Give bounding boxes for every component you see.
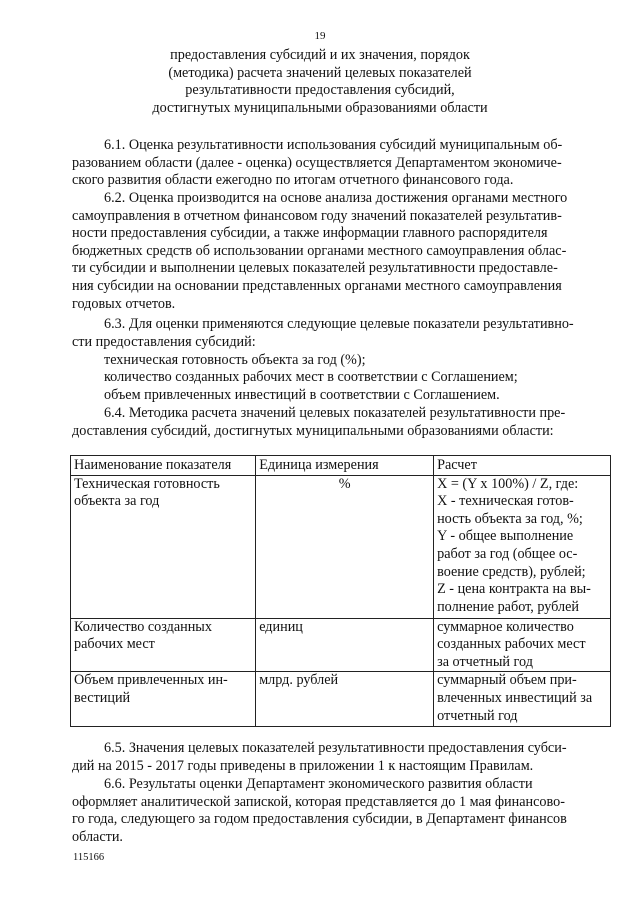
paragraph-line: доставления субсидий, достигнутых муниципальными образованиями области: xyxy=(72,422,554,439)
page-number: 19 xyxy=(314,30,326,42)
paragraph-6-6 xyxy=(72,776,605,846)
paragraph-line: самоуправления в отчетном финансовом году значений показателей результатив- xyxy=(72,207,562,224)
paragraph-line: разованием области (далее - оценка) осуществляется Департаментом экономиче- xyxy=(72,154,562,171)
paragraph-6-5 xyxy=(72,740,605,775)
paragraph-line: 6.4. Методика расчета значений целевых показателей результативности пре- xyxy=(104,405,566,421)
indicator-list-item: техническая готовность объекта за год (%); xyxy=(104,352,366,368)
cell-text: X - техническая готов- xyxy=(437,493,574,510)
cell-text: отчетный год xyxy=(437,707,518,724)
heading-line: предоставления субсидий и их значения, порядок xyxy=(170,47,470,63)
cell-text: Количество созданных xyxy=(74,618,212,635)
cell-text: созданных рабочих мест xyxy=(437,636,586,653)
cell-text: полнение работ, рублей xyxy=(437,598,579,615)
table-header-cell: Единица измерения xyxy=(256,456,434,476)
indicator-name-cell xyxy=(71,618,256,672)
cell-text: влеченных инвестиций за xyxy=(437,689,593,706)
cell-text: воение средств), рублей; xyxy=(437,563,586,580)
unit-cell: % xyxy=(256,475,434,618)
paragraph-line: бюджетных средств об использовании органами местного самоуправления облас- xyxy=(72,242,567,259)
unit-cell: млрд. рублей xyxy=(256,672,434,727)
paragraph-6-4 xyxy=(72,405,605,440)
paragraph-line: оформляет аналитической запиской, которая представляется до 1 мая финансово- xyxy=(72,793,565,810)
paragraph-line: ности предоставления субсидии, а также информации главного распорядителя xyxy=(72,225,548,242)
paragraph-line: 6.5. Значения целевых показателей результативности предоставления субси- xyxy=(104,740,567,756)
heading-line: (методика) расчета значений целевых показателей xyxy=(168,64,472,81)
calculation-cell xyxy=(434,618,611,672)
paragraph-line: 6.1. Оценка результативности использования субсидий муниципальным об- xyxy=(104,137,563,153)
paragraph-6-1 xyxy=(72,137,605,190)
paragraph-line: области. xyxy=(72,828,123,845)
table-row xyxy=(71,672,611,727)
unit-cell: единиц xyxy=(256,618,434,672)
cell-text: рабочих мест xyxy=(74,636,155,653)
cell-text: суммарное количество xyxy=(437,618,574,635)
paragraph-line: ти субсидии и выполнении целевых показателей результативности предоставле- xyxy=(72,260,558,277)
paragraph-line: сти предоставления субсидий: xyxy=(72,333,256,350)
indicator-list-item: количество созданных рабочих мест в соответствии с Соглашением; xyxy=(104,369,518,385)
paragraph-line: 6.2. Оценка производится на основе анализа достижения органами местного xyxy=(104,190,568,206)
indicator-name-cell xyxy=(71,672,256,727)
heading-line: результативности предоставления субсидий, xyxy=(185,82,455,99)
paragraph-line: ского развития области ежегодно по итогам отчетного финансового года. xyxy=(72,172,514,189)
cell-text: Z - цена контракта на вы- xyxy=(437,581,591,598)
cell-text: ность объекта за год, %; xyxy=(437,510,583,527)
indicators-table xyxy=(70,455,611,727)
cell-text: работ за год (общее ос- xyxy=(437,545,578,562)
cell-text: объекта за год xyxy=(74,493,160,510)
cell-text: X = (Y x 100%) / Z, где: xyxy=(437,475,579,492)
heading-line: достигнутых муниципальными образованиями области xyxy=(152,99,488,116)
paragraph-line: 6.3. Для оценки применяются следующие целевые показатели результативно- xyxy=(104,316,574,332)
table-row xyxy=(71,618,611,672)
table-row xyxy=(71,475,611,618)
section-heading xyxy=(120,47,520,117)
paragraph-line: годовых отчетов. xyxy=(72,295,176,312)
cell-text: за отчетный год xyxy=(437,653,533,670)
cell-text: Y - общее выполнение xyxy=(437,528,574,545)
indicator-list-item: объем привлеченных инвестиций в соответствии с Соглашением. xyxy=(104,387,500,403)
paragraph-6-2 xyxy=(72,190,605,313)
paragraph-line: дий на 2015 - 2017 годы приведены в приложении 1 к настоящим Правилам. xyxy=(72,757,534,774)
cell-text: Техническая готовность xyxy=(74,475,220,492)
indicator-name-cell xyxy=(71,475,256,618)
cell-text: суммарный объем при- xyxy=(437,672,577,689)
cell-text: вестиций xyxy=(74,689,131,706)
calculation-cell xyxy=(434,672,611,727)
calculation-cell xyxy=(434,475,611,618)
paragraph-line: го года, следующего за годом предоставления субсидии, в Департамент финансов xyxy=(72,811,567,828)
paragraph-6-3 xyxy=(72,316,605,351)
table-header-row xyxy=(71,456,611,476)
paragraph-line: 6.6. Результаты оценки Департамент экономического развития области xyxy=(104,776,533,792)
table-header-cell: Расчет xyxy=(434,456,611,476)
table-header-cell: Наименование показателя xyxy=(71,456,256,476)
cell-text: Объем привлеченных ин- xyxy=(74,672,228,689)
document-code: 115166 xyxy=(73,852,105,863)
paragraph-line: ния субсидии на основании представленных органами местного самоуправления xyxy=(72,277,562,294)
